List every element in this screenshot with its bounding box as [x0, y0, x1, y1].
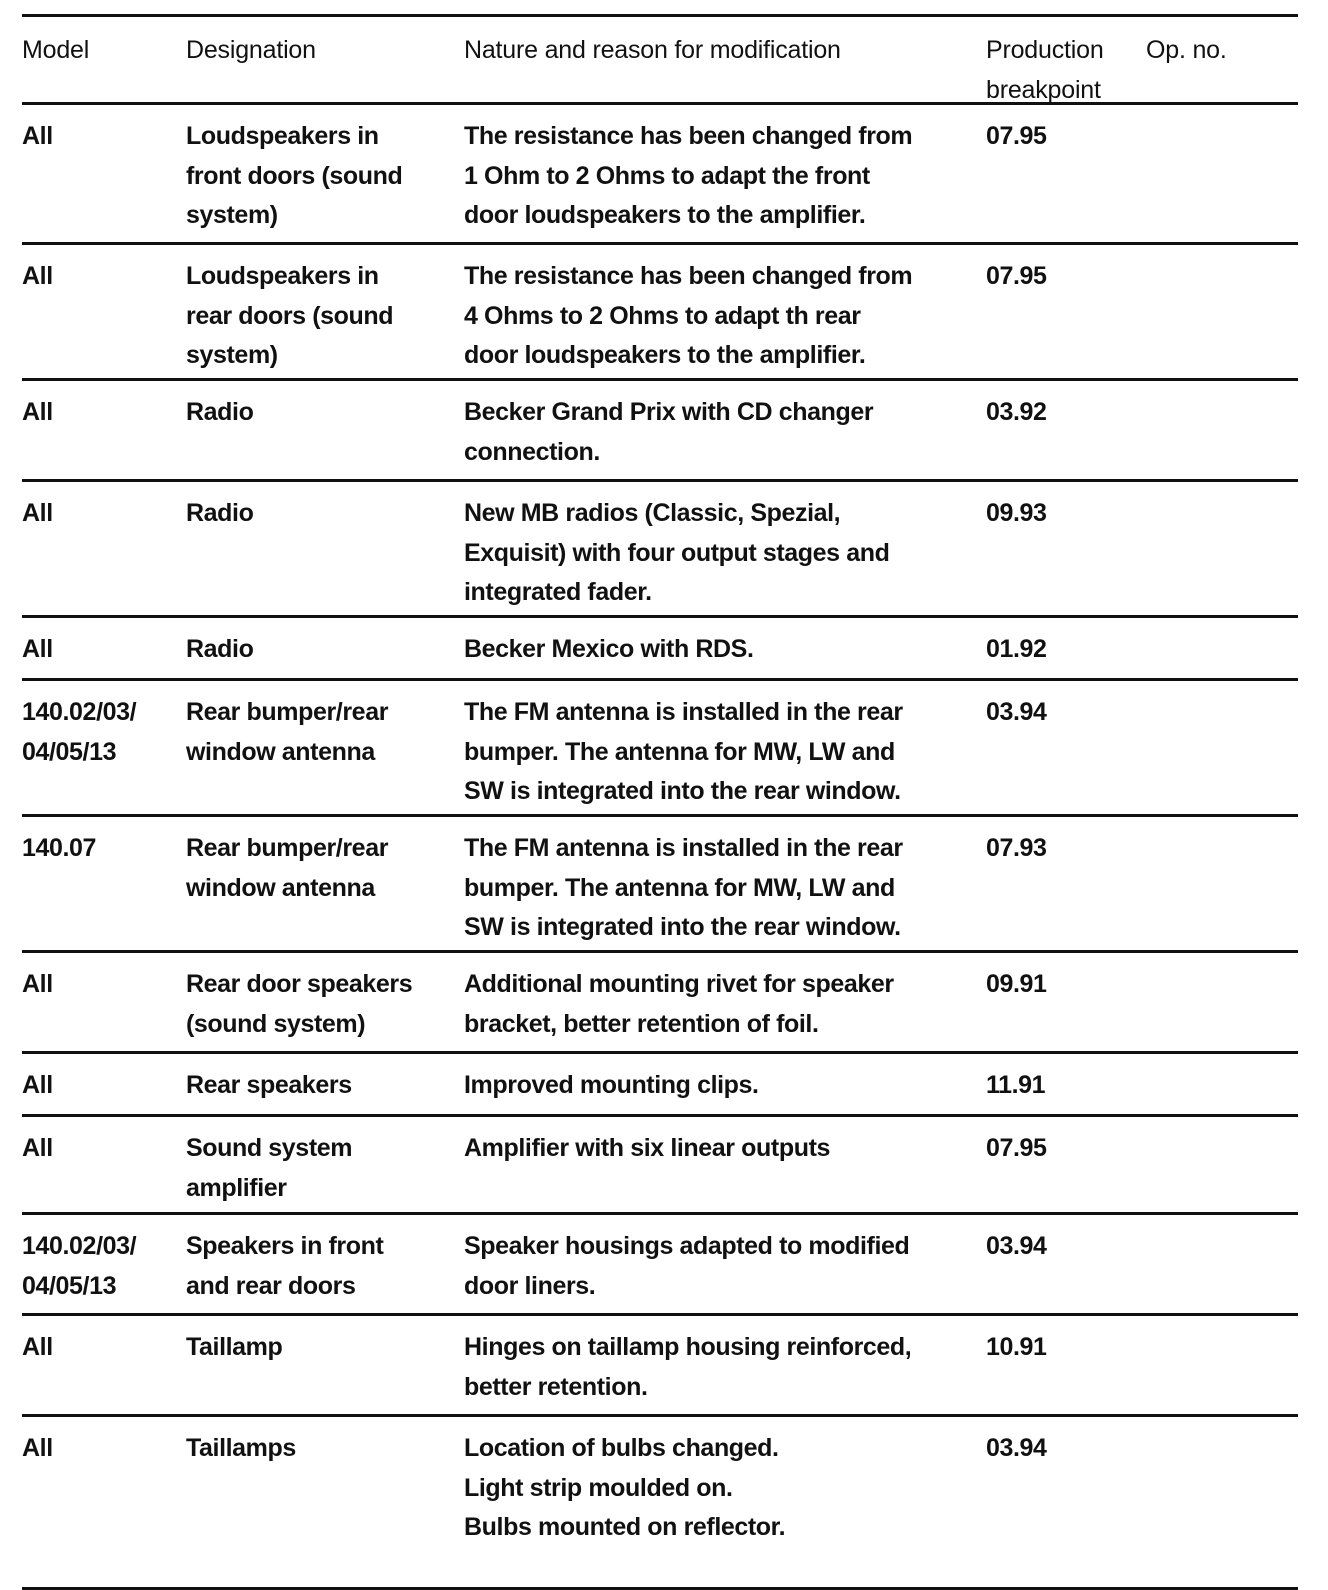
- table-row: [22, 381, 1298, 482]
- cell-model: All: [22, 970, 53, 998]
- cell-nature: The FM antenna is installed in the rear bumper. The antenna for MW, LW and SW is integrated into the rear window.: [464, 834, 903, 941]
- cell-designation: Rear bumper/rear window antenna: [186, 834, 389, 902]
- cell-nature: Hinges on taillamp housing reinforced, better retention.: [464, 1333, 912, 1401]
- cell-nature: Amplifier with six linear outputs: [464, 1134, 831, 1162]
- cell-nature: Improved mounting clips.: [464, 1071, 759, 1099]
- cell-nature: The FM antenna is installed in the rear bumper. The antenna for MW, LW and SW is integrated into the rear window.: [464, 698, 903, 805]
- table-row: [22, 618, 1298, 681]
- table-row: [22, 245, 1298, 381]
- table-row: [22, 681, 1298, 817]
- cell-production-breakpoint: 10.91: [986, 1333, 1047, 1361]
- cell-model: All: [22, 398, 53, 426]
- cell-designation: Taillamp: [186, 1333, 283, 1361]
- cell-production-breakpoint: 11.91: [986, 1071, 1046, 1099]
- cell-designation: Loudspeakers in rear doors (sound system): [186, 262, 394, 369]
- cell-nature: Additional mounting rivet for speaker bracket, better retention of foil.: [464, 970, 894, 1038]
- cell-production-breakpoint: 07.95: [986, 1134, 1047, 1162]
- cell-designation: Speakers in front and rear doors: [186, 1232, 384, 1300]
- cell-production-breakpoint: 03.94: [986, 698, 1047, 726]
- cell-designation: Rear bumper/rear window antenna: [186, 698, 389, 766]
- cell-designation: Sound system amplifier: [186, 1134, 353, 1202]
- cell-model: All: [22, 1333, 53, 1361]
- cell-designation: Rear door speakers (sound system): [186, 970, 413, 1038]
- table-header-row: [22, 17, 1298, 105]
- cell-nature: The resistance has been changed from 4 Ohms to 2 Ohms to adapt th rear door loudspeakers to the amplifier.: [464, 262, 913, 369]
- cell-nature: The resistance has been changed from 1 Ohm to 2 Ohms to adapt the front door loudspeakers to the amplifier.: [464, 122, 913, 229]
- table-row: [22, 1215, 1298, 1316]
- header-designation: Designation: [186, 36, 316, 64]
- cell-production-breakpoint: 09.91: [986, 970, 1047, 998]
- cell-production-breakpoint: 03.94: [986, 1232, 1047, 1260]
- cell-production-breakpoint: 03.92: [986, 398, 1047, 426]
- table-row: [22, 953, 1298, 1054]
- table-row: [22, 1117, 1298, 1215]
- table-row: [22, 482, 1298, 618]
- table-row: [22, 817, 1298, 953]
- table-body: [22, 105, 1298, 1590]
- cell-nature: Becker Grand Prix with CD changer connection.: [464, 398, 874, 466]
- cell-model: All: [22, 635, 53, 663]
- cell-production-breakpoint: 09.93: [986, 499, 1047, 527]
- table-row: [22, 1054, 1298, 1117]
- cell-nature: Becker Mexico with RDS.: [464, 635, 754, 663]
- header-model: Model: [22, 36, 90, 64]
- header-nature: Nature and reason for modification: [464, 36, 841, 64]
- cell-designation: Radio: [186, 398, 254, 426]
- header-op-no: Op. no.: [1146, 36, 1227, 64]
- cell-designation: Radio: [186, 635, 254, 663]
- cell-production-breakpoint: 01.92: [986, 635, 1047, 663]
- cell-production-breakpoint: 07.93: [986, 834, 1047, 862]
- cell-model: All: [22, 1134, 53, 1162]
- header-production-breakpoint: Production breakpoint: [986, 36, 1104, 104]
- cell-model: All: [22, 262, 53, 290]
- table-row: [22, 1417, 1298, 1590]
- cell-nature: New MB radios (Classic, Spezial, Exquisit) with four output stages and integrated fader.: [464, 499, 890, 606]
- cell-model: 140.07: [22, 834, 97, 862]
- cell-designation: Rear speakers: [186, 1071, 352, 1099]
- cell-model: All: [22, 122, 53, 150]
- table-row: [22, 105, 1298, 245]
- table-row: [22, 1316, 1298, 1417]
- cell-model: 140.02/03/ 04/05/13: [22, 1232, 137, 1300]
- cell-production-breakpoint: 03.94: [986, 1434, 1047, 1462]
- cell-model: All: [22, 1071, 53, 1099]
- cell-designation: Taillamps: [186, 1434, 296, 1462]
- cell-production-breakpoint: 07.95: [986, 262, 1047, 290]
- cell-nature: Speaker housings adapted to modified door liners.: [464, 1232, 910, 1300]
- cell-designation: Radio: [186, 499, 254, 527]
- cell-model: 140.02/03/ 04/05/13: [22, 698, 137, 766]
- modification-table: [22, 14, 1298, 1590]
- cell-model: All: [22, 1434, 53, 1462]
- cell-model: All: [22, 499, 53, 527]
- cell-nature: Location of bulbs changed. Light strip moulded on. Bulbs mounted on reflector.: [464, 1434, 786, 1541]
- cell-production-breakpoint: 07.95: [986, 122, 1047, 150]
- cell-designation: Loudspeakers in front doors (sound system): [186, 122, 403, 229]
